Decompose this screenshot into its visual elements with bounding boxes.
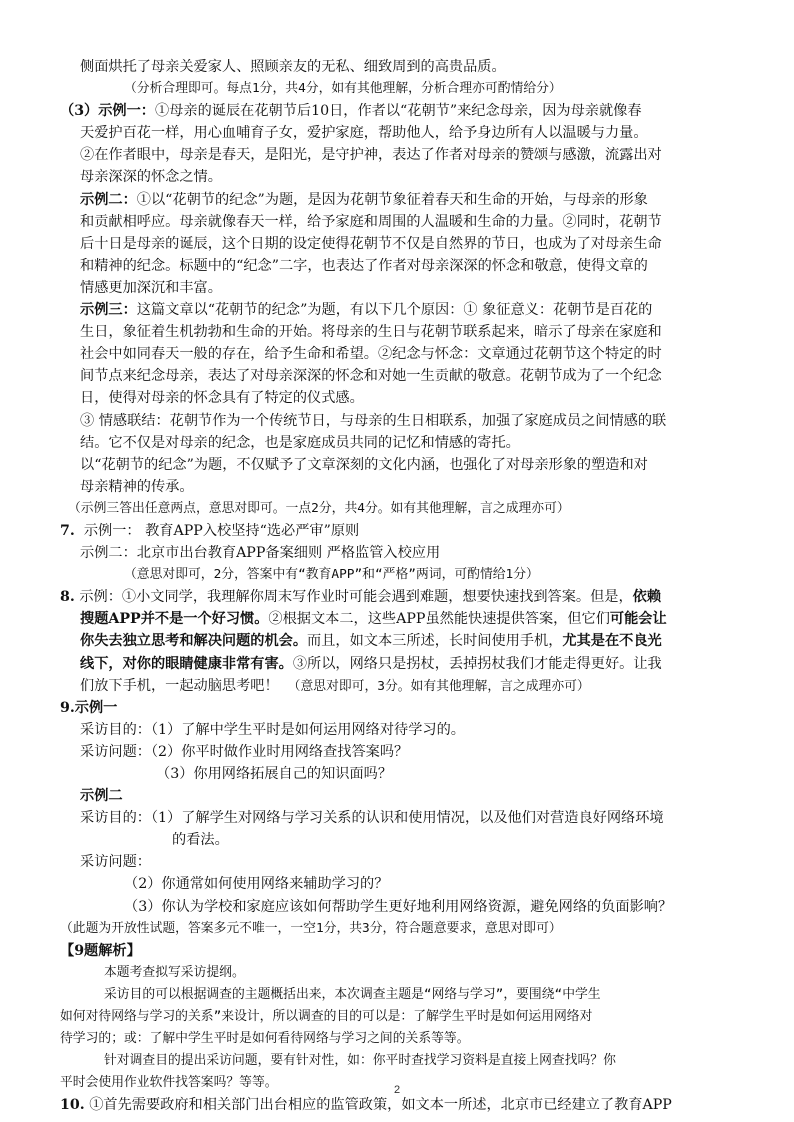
text-span: ①以“花朝节的纪念”为题，是因为花朝节象征着春天和生命的开始，与母亲的形象 <box>136 191 648 208</box>
bold-span: 依赖 <box>632 589 662 606</box>
bold-span: 搜题APP并不是一个好习惯。 <box>80 611 269 628</box>
text-line: 采访目的：（1）了解中学生平时是如何运用网络对待学习的。 <box>80 721 465 738</box>
scoring-note: （意思对即可，3分。如有其他理解，言之成理亦可） <box>287 678 590 694</box>
example-label: （3）示例一： <box>60 103 155 120</box>
question-line <box>60 520 740 542</box>
text-line: 母亲精神的传承。 <box>80 478 194 495</box>
analysis-line: 如何对待网络与学习的关系”来设计，所以调查的目的可以是：了解学生平时是如何运用网络对 <box>60 1009 593 1025</box>
text-span: 示例一： 教育APP入校坚持“选必严审”原则 <box>83 522 360 539</box>
text-line <box>60 299 740 321</box>
answer-document <box>60 56 740 1117</box>
analysis-line: 采访目的可以根据调查的主题概括出来，本次调查主题是“网络与学习”，要围绕“中学生 <box>104 986 601 1002</box>
text-line: 日，使得对母亲的怀念具有了特定的仪式感。 <box>80 390 364 407</box>
text-line: 采访问题： <box>80 854 151 871</box>
analysis-line: 待学习的；或：了解中学生平时是如何看待网络与学习之间的关系等等。 <box>60 1031 470 1047</box>
text-line <box>60 608 740 630</box>
text-line <box>60 100 740 122</box>
text-line: 侧面烘托了母亲关爱家人、照顾亲友的无私、细致周到的高贵品质。 <box>80 59 506 75</box>
example-label: 示例二 <box>80 788 123 805</box>
text-line: 以“花朝节的纪念”为题，不仅赋予了文章深刻的文化内涵，也强化了对母亲形象的塑造和对 <box>80 456 648 473</box>
text-line: 采访目的：（1）了解学生对网络与学习关系的认识和使用情况，以及他们对营造良好网络环境 <box>80 810 664 827</box>
text-span: ①母亲的诞辰在花朝节后10日，作者以“花朝节”来纪念母亲，因为母亲就像春 <box>155 103 642 120</box>
bold-span: 线下，对你的眼睛健康非常有害。 <box>80 655 293 672</box>
text-line: 采访问题：（2）你平时做作业时用网络查找答案吗？ <box>80 743 409 760</box>
text-line: 后十日是母亲的诞辰，这个日期的设定使得花朝节不仅是自然界的节日，也成为了对母亲生命 <box>80 235 662 252</box>
page-number: 2 <box>393 1084 401 1096</box>
question-line <box>60 586 740 608</box>
bold-span: 你失去独立思考和解决问题的机会。 <box>80 633 308 650</box>
text-line: ③ 情感联结：花朝节作为一个传统节日，与母亲的生日相联系，加强了家庭成员之间情感的联 <box>80 412 667 429</box>
text-line: ②在作者眼中，母亲是春天，是阳光，是守护神，表达了作者对母亲的赞颂与感激，流露出对 <box>80 147 662 164</box>
question-number: 10. <box>60 1097 85 1114</box>
text-line: 生日，象征着生机勃勃和生命的开始。将母亲的生日与花朝节联系起来，暗示了母亲在家庭和 <box>80 324 662 341</box>
text-line: 情感更加深沉和丰富。 <box>80 279 222 296</box>
text-line: 和精神的纪念。标题中的“纪念”二字，也表达了作者对母亲深深的怀念和敬意，使得文章的 <box>80 257 648 274</box>
text-span: 而且，如文本三所述，长时间使用手机， <box>307 633 563 650</box>
text-span: 们放下手机，一起动脑思考吧！ <box>80 677 279 694</box>
scoring-note: （意思对即可，2分，答案中有“教育APP”和“严格”两词，可酌情给1分） <box>124 567 539 583</box>
text-span: 示例：①小文同学，我理解你周末写作业时可能会遇到难题，想要快速找到答案。但是， <box>79 589 633 606</box>
text-line: （2）你通常如何使用网络来辅助学习的？ <box>124 876 389 893</box>
text-line: 天爱护百花一样，用心血哺育子女，爱护家庭，帮助他人，给予身边所有人以温暖与力量。 <box>80 125 648 142</box>
question-number: 8. <box>60 589 75 606</box>
example-label: 示例三： <box>80 302 137 319</box>
analysis-line: 针对调查目的提出采访问题，要有针对性，如：你平时查找学习资料是直接上网查找吗？你 <box>104 1053 616 1069</box>
text-line: （3）你认为学校和家庭应该如何帮助学生更好地利用网络资源，避免网络的负面影响？ <box>124 898 673 915</box>
text-line: （3）你用网络拓展自己的知识面吗？ <box>156 766 393 782</box>
scoring-note: （分析合理即可。每点1分，共4分，如有其他理解，分析合理亦可酌情给分） <box>124 81 562 97</box>
question-line <box>60 1094 740 1116</box>
text-line: 母亲深深的怀念之情。 <box>80 169 222 186</box>
text-line: 结。它不仅是对母亲的纪念，也是家庭成员共同的记忆和情感的寄托。 <box>80 434 520 451</box>
text-line: 示例二：北京市出台教育APP备案细则 严格监管入校应用 <box>80 545 441 562</box>
text-line: 社会中如同春天一般的存在，给予生命和希望。②纪念与怀念：文章通过花朝节这个特定的时 <box>80 346 662 363</box>
scoring-note: （此题为开放性试题，答案多元不唯一，一空1分，共3分，符合题意要求，意思对即可） <box>60 920 562 936</box>
question-line: 9.示例一 <box>60 699 118 716</box>
text-span: ①首先需要政府和相关部门出台相应的监管政策，如文本一所述，北京市已经建立了教育APP <box>89 1097 672 1114</box>
example-label: 示例二： <box>80 191 137 208</box>
scoring-note: （示例三答出任意两点，意思对即可。一点2分，共4分。如有其他理解，言之成理亦可） <box>68 500 570 516</box>
bold-span: 尤其是在不良光 <box>562 633 662 650</box>
analysis-line: 本题考查拟写采访提纲。 <box>104 964 245 980</box>
text-span: 这篇文章以“花朝节的纪念”为题，有以下几个原因：① 象征意义：花朝节是百花的 <box>136 302 653 319</box>
question-number: 7. <box>60 522 75 539</box>
bold-span: 可能会让 <box>609 611 667 628</box>
text-span: ③所以，网络只是拐杖，丢掉拐杖我们才能走得更好。让我 <box>292 655 662 672</box>
text-line: 间节点来纪念母亲，表达了对母亲深深的怀念和对她一生贡献的敬意。花朝节成为了一个纪念 <box>80 368 662 385</box>
text-line: 和贡献相呼应。母亲就像春天一样，给予家庭和周围的人温暖和生命的力量。②同时，花朝节 <box>80 213 662 230</box>
analysis-line: 平时会使用作业软件找答案吗？等等。 <box>60 1075 278 1091</box>
analysis-heading: 【9题解析】 <box>60 942 141 959</box>
text-line <box>60 653 740 675</box>
text-line <box>60 630 740 652</box>
text-line <box>60 189 740 211</box>
text-span: ②根据文本二，这些APP虽然能快速提供答案，但它们 <box>268 611 610 628</box>
text-line: 的看法。 <box>172 832 229 849</box>
text-line <box>60 675 740 697</box>
